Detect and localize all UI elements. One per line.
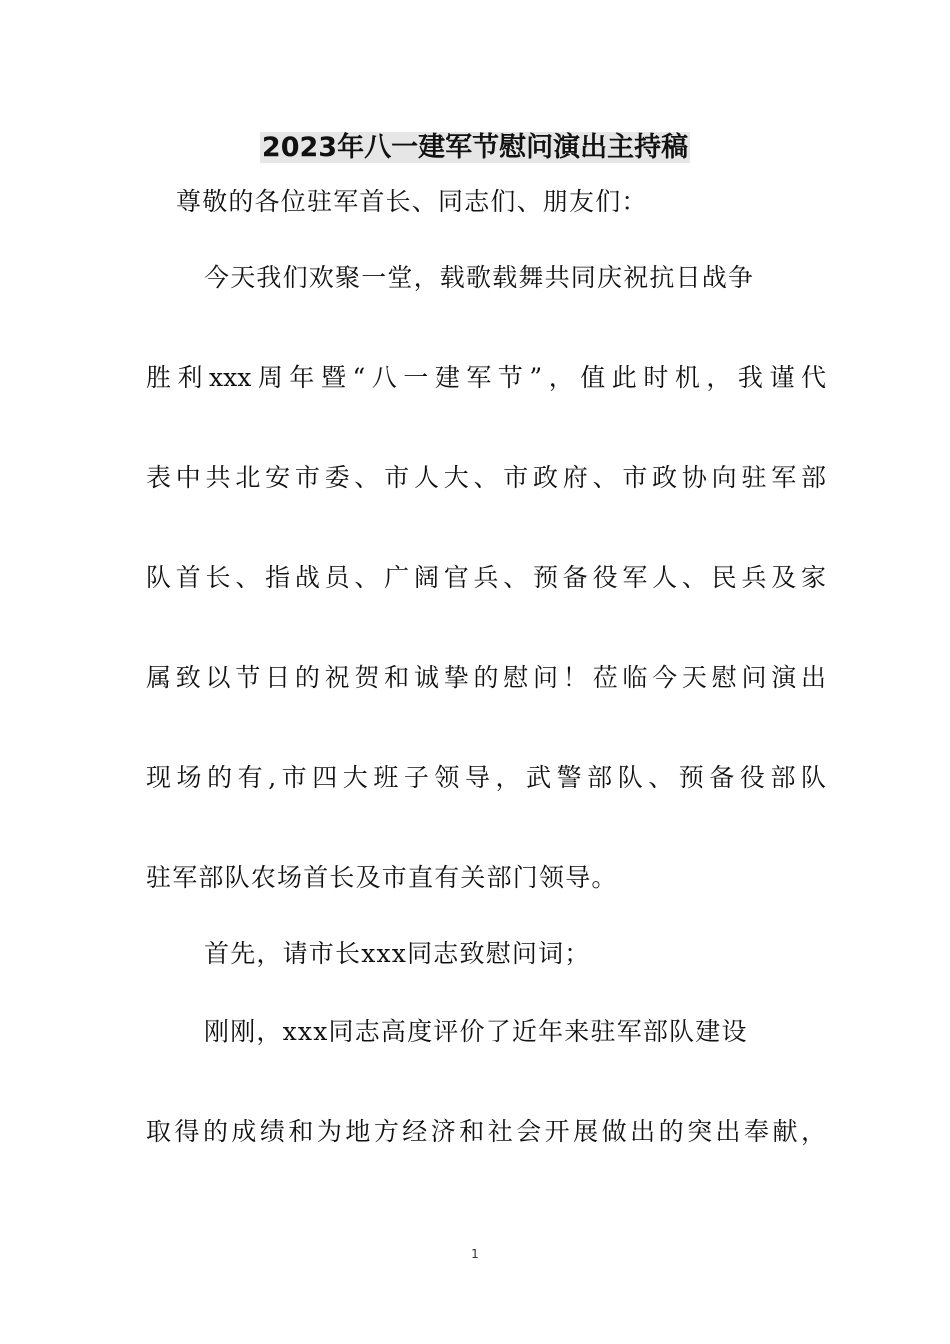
body-line-5: 属致以节日的祝贺和诚挚的慰问！莅临今天慰问演出 (146, 663, 826, 692)
document-title-text: 2023年八一建军节慰问演出主持稿 (261, 132, 689, 163)
body-line-3: 表中共北安市委、市人大、市政府、市政协向驻军部 (146, 463, 826, 492)
body-line-6: 现场的有,市四大班子领导，武警部队、预备役部队 (146, 763, 826, 792)
body-line-10: 取得的成绩和为地方经济和社会开展做出的突出奉献， (146, 1117, 826, 1146)
salutation-line: 尊敬的各位驻军首长、同志们、朋友们： (176, 187, 648, 216)
document-title (0, 128, 950, 168)
body-line-8: 首先，请市长xxx同志致慰问词； (204, 939, 591, 968)
body-line-4: 队首长、指战员、广阔官兵、预备役军人、民兵及家 (146, 563, 826, 592)
body-line-7: 驻军部队农场首长及市直有关部门领导。 (146, 863, 618, 892)
body-line-2: 胜利xxx周年暨“八一建军节”，值此时机，我谨代 (146, 363, 826, 392)
page-number: 1 (471, 1247, 479, 1261)
body-line-9: 刚刚，xxx同志高度评价了近年来驻军部队建设 (204, 1017, 748, 1046)
body-line-1: 今天我们欢聚一堂，载歌载舞共同庆祝抗日战争 (204, 263, 755, 292)
